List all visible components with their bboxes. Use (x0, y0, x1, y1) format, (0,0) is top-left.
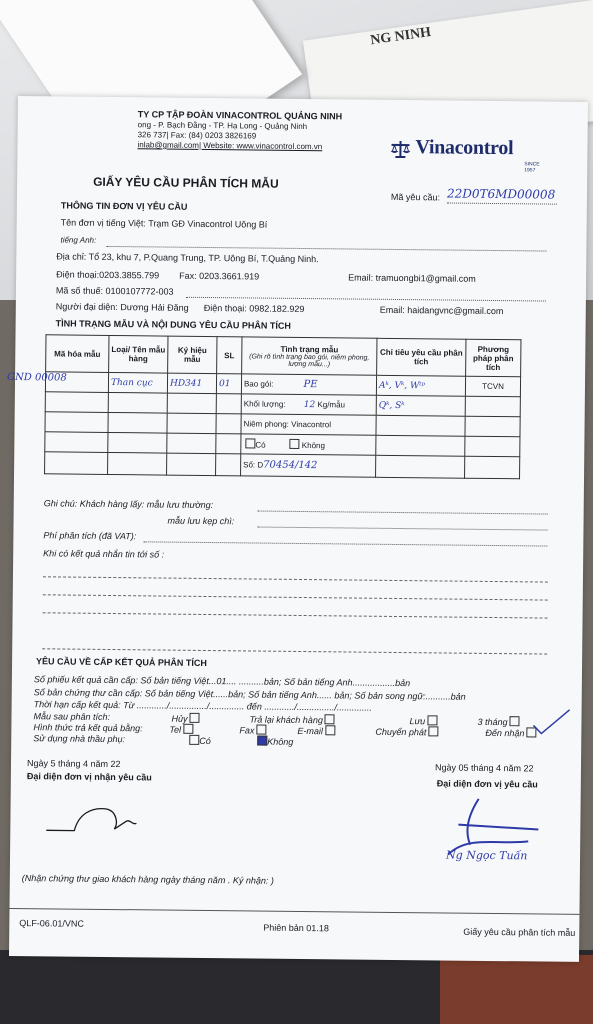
form-title: GIẤY YÊU CẦU PHÂN TÍCH MẪU (93, 174, 279, 191)
table-cell (167, 413, 216, 434)
name-vi: Tên đơn vị tiếng Việt: Trạm GĐ Vinacontrol Uông Bí (60, 217, 268, 230)
result-line-2: Số bản chứng thư cần cấp: Số bản tiếng Việt......bản; Số bản tiếng Anh...... bản; Số bản song ngữ:..........bản (33, 687, 466, 702)
table-cell (45, 412, 108, 433)
table-cell (376, 435, 465, 456)
company-name: TY CP TẬP ĐOÀN VINACONTROL QUẢNG NINH (137, 109, 343, 122)
col-header: Mã hóa mẫu (46, 335, 109, 373)
table-cell (45, 452, 108, 475)
option-fax[interactable] (239, 724, 266, 735)
option-tel[interactable] (169, 724, 193, 735)
option-3-thang[interactable] (477, 716, 519, 727)
table-cell (465, 436, 520, 457)
option-label: Trả lại khách hàng (249, 714, 323, 726)
email-line: Email: tramuongbi1@gmail.com (348, 272, 476, 284)
table-cell (241, 414, 376, 435)
khong-label: Không (301, 440, 326, 451)
result-title: YÊU CẦU VỀ CẤP KẾT QUẢ PHÂN TÍCH (36, 656, 207, 669)
table-cell (241, 374, 376, 395)
col-header-status (242, 337, 377, 375)
col-header: Loại/ Tên mẫu hàng (109, 335, 168, 373)
status-note: (Ghi rõ tình trạng bao gói, niêm phong, lượng mẫu...) (249, 352, 370, 368)
rep-email: Email: haidangvnc@gmail.com (379, 304, 504, 317)
seal-label: Niêm phong: Vinacontrol (243, 419, 332, 430)
table-cell (376, 455, 465, 478)
fax-line: Fax: 0203.3661.919 (179, 270, 260, 282)
note-sealed: mẫu lưu kẹp chì: (167, 515, 235, 527)
option-chuyen-phat[interactable] (375, 726, 438, 738)
option-den-nhan[interactable] (485, 727, 536, 739)
co-label: Có (255, 440, 266, 450)
table-cell (465, 396, 520, 417)
analysis-fee: Phí phân tích (đã VAT): (43, 530, 137, 542)
background-text: NG NINH (369, 24, 432, 49)
table-cell (108, 372, 167, 393)
table-cell (376, 415, 465, 436)
section-requester: THÔNG TIN ĐƠN VỊ YÊU CẦU (60, 200, 188, 212)
left-title: Đại diện đơn vị nhận yêu cầu (26, 771, 152, 783)
option-label: Có (199, 735, 211, 747)
wood-surface (440, 955, 593, 1024)
footer-version: Phiên bản 01.18 (263, 922, 329, 934)
left-date: Ngày 5 tháng 4 năm 22 (26, 758, 121, 770)
section-sample: TÌNH TRẠNG MẪU VÀ NỘI DUNG YÊU CẦU PHÂN TÍCH (55, 318, 292, 331)
table-cell (376, 375, 465, 396)
logo-text: Vinacontrol (415, 136, 514, 160)
right-date: Ngày 05 tháng 4 năm 22 (434, 762, 534, 774)
table-cell (241, 454, 376, 477)
company-address: ong - P. Bạch Đằng - TP. Hạ Long - Quảng Ninh (137, 120, 308, 132)
option-label: Tel (169, 724, 182, 735)
sample-qty: 01 (218, 378, 231, 389)
method-value: TCVN (482, 381, 504, 392)
logo-since: SINCE 1957 (524, 161, 540, 174)
sms-notify: Khi có kết quả nhắn tin tới số : (43, 548, 165, 560)
sample-name: Than cục (110, 377, 153, 388)
option-label: Fax (239, 725, 255, 736)
option-label: Chuyển phát (375, 726, 427, 738)
subcontractor-label: Sử dụng nhà thầu phụ: (33, 733, 126, 745)
table-cell (465, 376, 520, 397)
table-cell (216, 394, 241, 414)
table-cell (45, 432, 108, 453)
table-cell (241, 394, 376, 415)
checkbox-co[interactable] (245, 438, 255, 448)
footer-doc-name: Giấy yêu cầu phân tích mẫu (463, 926, 576, 938)
criteria-2: Qᵏ, Sᵏ (378, 400, 405, 411)
address-line: Địa chỉ: Tổ 23, khu 7, P.Quang Trung, TP. Uông Bí, T.Quảng Ninh. (56, 251, 319, 265)
table-cell (167, 453, 216, 476)
col-header: Phương pháp phân tích (466, 339, 521, 377)
weight-label: Khối lượng: (243, 398, 286, 409)
after-analysis-label: Mẫu sau phân tích: (33, 711, 111, 722)
option-label: E-mail (297, 725, 323, 737)
representative: Người đại diện: Dương Hải Đăng (55, 301, 189, 313)
kg-label: Kg/mẫu (317, 399, 346, 409)
company-phone: 326 737| Fax: (84) 0203 3826169 (137, 130, 257, 141)
delivery-label: Hình thức trả kết quả bằng: (33, 722, 143, 734)
seal-no-label: Số: D (243, 460, 264, 470)
option-luu[interactable] (409, 715, 437, 726)
table-cell (465, 416, 520, 437)
table-cell (216, 374, 241, 394)
option-label: Hủy (171, 713, 188, 724)
footer-code: QLF-06.01/VNC (19, 918, 84, 929)
sample-code-hand: GND 00008 (6, 371, 67, 384)
request-code-label: Mã yêu cầu: (390, 191, 441, 203)
option-co[interactable] (187, 735, 211, 746)
status-header: Tình trạng mẫu (280, 344, 339, 354)
table-cell (216, 454, 241, 476)
seal-no-value: 70454/142 (263, 459, 318, 472)
table-cell (167, 373, 216, 394)
request-code-value: 22D0T6MD00008 (446, 186, 556, 202)
option-tra-lai[interactable] (249, 713, 335, 725)
checkbox-khong[interactable] (290, 439, 300, 449)
weight-value: 12 (303, 399, 316, 410)
col-header: Ký hiệu mẫu (168, 336, 217, 374)
receipt-line: (Nhận chứng thư giao khách hàng ngày tháng năm . Ký nhận: ) (21, 873, 274, 886)
option-label: Lưu (409, 716, 426, 727)
note-regular: Ghi chú: Khách hàng lấy: mẫu lưu thường: (43, 498, 214, 511)
right-signer-name: Ng Ngọc Tuấn (446, 848, 528, 863)
col-header: Chỉ tiêu yêu cầu phân tích (377, 338, 466, 376)
table-cell (45, 392, 108, 413)
result-line-3: Thời hạn cấp kết quả: Từ ............/.............../.............. đến ............/.............../.............. (33, 699, 372, 713)
table-cell (241, 434, 376, 455)
table-cell (108, 412, 167, 433)
option-huy[interactable] (171, 713, 199, 724)
name-en: tiếng Anh: (60, 235, 97, 245)
tax-line: Mã số thuế: 0100107772-003 (55, 285, 174, 297)
col-header: SL (217, 337, 242, 374)
scales-icon (389, 139, 411, 159)
pack-value: PE (303, 379, 318, 391)
table-cell (167, 433, 216, 454)
left-signature (44, 796, 154, 837)
right-title: Đại diện đơn vị yêu cầu (436, 778, 538, 790)
table-cell (465, 456, 520, 479)
table-row (45, 452, 520, 479)
phone-line: Điện thoại:0203.3855.799 (56, 269, 160, 281)
table-cell (108, 452, 167, 475)
table-cell (108, 432, 167, 453)
option-label: 3 tháng (477, 716, 508, 728)
document-sheet (6, 96, 588, 962)
option-label: Không (267, 736, 294, 747)
result-line-1: Số phiếu kết quả cần cấp: Số bản tiếng Việt...01.... ..........bản; Số bản tiếng Anh.................bản (33, 674, 411, 689)
pack-label: Bao gói: (243, 379, 274, 389)
table-cell (376, 395, 465, 416)
check-mark-icon (531, 707, 571, 737)
table-cell (216, 434, 241, 454)
company-email-web: inlab@gmail.com| Website: www.vinacontrol.com.vn (137, 140, 323, 152)
option-email[interactable] (297, 725, 335, 736)
table-cell (216, 414, 241, 434)
sample-table (44, 334, 521, 479)
rep-phone: Điện thoại: 0982.182.929 (203, 302, 305, 315)
table-cell (108, 392, 167, 413)
sample-symbol: HD341 (169, 378, 203, 389)
option-khong[interactable] (255, 736, 293, 747)
table-cell (167, 393, 216, 414)
criteria-1: Aᵏ, Vᵏ, Wᵗᵖ (378, 380, 426, 391)
option-label: Đến nhận (485, 727, 525, 739)
